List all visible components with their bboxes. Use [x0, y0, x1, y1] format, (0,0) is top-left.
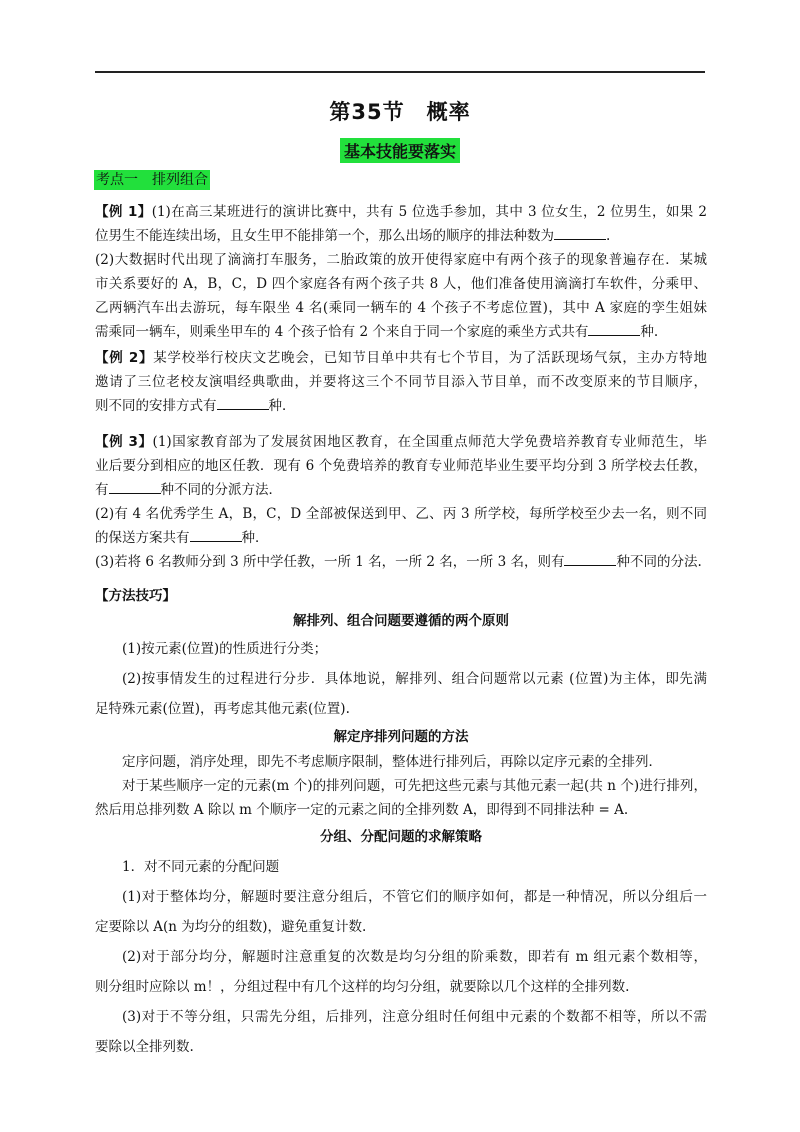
example-3-text: 有: [95, 482, 109, 498]
methods-tag: 【方法技巧】: [95, 588, 176, 604]
example-2-text: 则不同的安排方式有: [95, 398, 217, 414]
example-3-line-1: [95, 430, 707, 454]
answer-blank: [109, 479, 161, 494]
example-2-text: 种．: [268, 398, 296, 414]
section-title: 第35节 概率: [329, 100, 471, 124]
header-rule: [95, 71, 705, 73]
methods-text: 则分组时应除以 m！，分组过程中有几个这样的均匀分组，就要除以几个这样的全排列数.: [95, 979, 630, 995]
example-1-text: (1)在高三某班进行的演讲比赛中，共有 5 位选手参加，其中 3 位女生，2 位男生，如果 2: [151, 204, 707, 220]
methods-text: (2)对于部分均分，解题时注意重复的次数是均匀分组的阶乘数，即若有 m 组元素个数相等，: [122, 949, 707, 965]
methods-text: (3)对于不等分组，只需先分组，后排列，注意分组时任何组中元素的个数都不相等，所以不需: [122, 1009, 707, 1025]
answer-blank: [588, 321, 640, 336]
methods-heading-1: 解排列、组合问题要遵循的两个原则: [293, 613, 509, 629]
example-2-line-2: 邀请了三位老校友演唱经典歌曲，并要将这三个不同节目添入节目单，而不改变原来的节目顺序，: [95, 374, 707, 390]
subtitle-wrap: [0, 138, 800, 163]
example-1-text: 位男生不能连续出场，且女生甲不能排第一个，那么出场的顺序的排法种数为: [95, 228, 554, 244]
example-1-text: 需乘同一辆车，则乘坐甲车的 4 个孩子恰有 2 个来自于同一个家庭的乘坐方式共有: [95, 324, 589, 340]
methods-text: 足特殊元素(位置)，再考虑其他元素(位置).: [95, 701, 350, 717]
example-3-text: 种不同的分派方法．: [160, 482, 282, 498]
example-1-line-1: [95, 200, 707, 224]
example-1-text: .: [606, 228, 611, 244]
methods-text: 然后用总排列数 A 除以 m 个顺序一定的元素之间的全排列数 A，即得到不同排法种 = A.: [95, 802, 629, 818]
example-3-text: 种不同的分法.: [616, 554, 702, 570]
example-2-line-1: [95, 346, 707, 370]
answer-blank: [564, 551, 616, 566]
methods-text: 定序问题，消序处理，即先不考虑顺序限制，整体进行排列后，再除以定序元素的全排列．: [122, 754, 662, 770]
example-2: [95, 346, 707, 418]
example-3-line-3: [95, 478, 707, 502]
methods-text: 定要除以 A(n 为均分的组数)，避免重复计数.: [95, 919, 367, 935]
example-3: [95, 430, 707, 574]
example-1-line-3: (2)大数据时代出现了滴滴打车服务，二胎政策的放开使得家庭中有两个孩子的现象普遍存在．某城: [95, 252, 707, 268]
example-1-line-6: [95, 320, 707, 344]
example-1-line-2: [95, 224, 707, 248]
example-1-line-5: 乙两辆汽车出去游玩，每车限坐 4 名(乘同一辆车的 4 个孩子不考虑位置)，其中 A 家庭的孪生姐妹: [95, 300, 707, 316]
methods-text: 1．对不同元素的分配问题: [122, 859, 280, 875]
example-3-text: (3)若将 6 名教师分到 3 所中学任教，一所 1 名，一所 2 名，一所 3 名，则有: [95, 554, 565, 570]
example-1: [95, 200, 707, 344]
methods-heading-3: 分组、分配问题的求解策略: [320, 829, 482, 845]
example-3-tag: 【例 3】: [95, 434, 153, 450]
methods-heading-2: 解定序排列问题的方法: [333, 729, 469, 745]
example-1-line-4: 市关系要好的 A，B，C，D 四个家庭各有两个孩子共 8 人，他们准备使用滴滴打车软件，分乘甲、: [95, 276, 707, 292]
example-2-text: 某学校举行校庆文艺晚会，已知节目单中共有七个节目，为了活跃现场气氛，主办方特地: [153, 350, 707, 366]
answer-blank: [190, 527, 242, 542]
methods-text: (2)按事情发生的过程进行分步．具体地说，解排列、组合问题常以元素 (位置)为主体，即先满: [122, 671, 707, 687]
answer-blank: [217, 395, 269, 410]
topic-heading: 考点一 排列组合: [96, 172, 208, 188]
methods-section: [95, 584, 707, 1062]
example-3-line-6: [95, 550, 707, 574]
methods-text: 要除以全排列数.: [95, 1039, 194, 1055]
example-3-text: (1)国家教育部为了发展贫困地区教育，在全国重点师范大学免费培养教育专业师范生，毕: [152, 434, 707, 450]
example-3-line-2: 业后要分到相应的地区任教．现有 6 个免费培养的教育专业师范毕业生要平均分到 3 所学校去任教，: [95, 458, 707, 474]
example-3-line-4: (2)有 4 名优秀学生 A，B，C，D 全部被保送到甲、乙、丙 3 所学校，每所学校至少去一名，则不同: [95, 506, 707, 522]
answer-blank: [554, 225, 606, 240]
methods-text: (1)按元素(位置)的性质进行分类；: [122, 641, 328, 657]
example-2-tag: 【例 2】: [95, 350, 154, 366]
example-3-line-5: [95, 526, 707, 550]
example-3-text: 种．: [241, 530, 269, 546]
section-subtitle: 基本技能要落实: [340, 138, 460, 163]
example-1-tag: 【例 1】: [95, 204, 152, 220]
example-2-line-3: [95, 394, 707, 418]
example-3-text: 的保送方案共有: [95, 530, 190, 546]
methods-text: 对于某些顺序一定的元素(m 个)的排列问题，可先把这些元素与其他元素一起(共 n 个)进行排列，: [122, 778, 707, 794]
example-1-text: 种.: [640, 324, 659, 340]
methods-text: (1)对于整体均分，解题时要注意分组后，不管它们的顺序如何，都是一种情况，所以分组后一: [122, 889, 707, 905]
